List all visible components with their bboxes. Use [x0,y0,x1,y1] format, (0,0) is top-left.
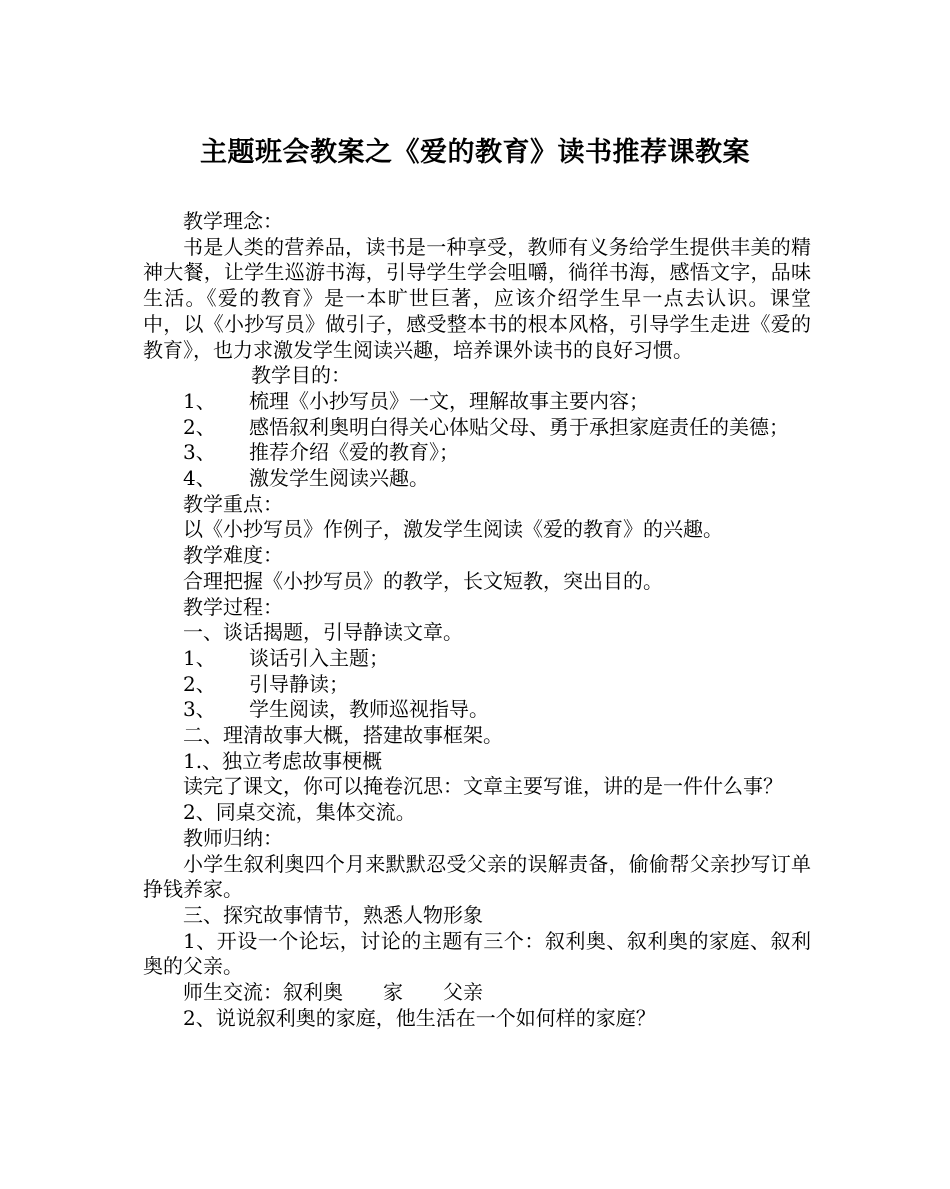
teacher-summary-paragraph: 小学生叙利奥四个月来默默忍受父亲的误解责备，偷偷帮父亲抄写订单挣钱养家。 [143,851,811,902]
concept-paragraph: 书是人类的营养品，读书是一种享受，教师有义务给学生提供丰美的精神大餐，让学生巡游书海，引导学生学会咀嚼，徜徉书海，感悟文字，品味生活。《爱的教育》是一本旷世巨著，应该介绍学生早一点去认识。课堂中，以《小抄写员》做引子，感受整本书的根本风格，引导学生走进《爱的教育》，也力求激发学生阅读兴趣，培养课外读书的良好习惯。 [143,234,811,362]
exchange-item: 家 [383,980,403,1005]
document-title: 主题班会教案之《爱的教育》读书推荐课教案 [200,137,750,168]
goal-item [143,440,811,466]
step1-number: 1、 [183,645,216,670]
teacher-summary-heading: 教师归纳： [183,825,283,850]
concept-heading: 教学理念： [183,209,283,233]
goal-text: 梳理《小抄写员》一文，理解故事主要内容； [249,388,649,413]
goal-number: 1、 [183,388,216,413]
exchange-item: 父亲 [443,980,483,1005]
difficulty-heading: 教学难度： [183,543,283,568]
step1-text: 谈话引入主题； [249,645,389,670]
step1-number: 2、 [183,671,216,696]
step2-sub1: 1.、独立考虑故事梗概 [183,748,383,773]
step1-item [143,697,811,723]
step1-item [143,672,811,698]
exchange-item: 叙利奥 [283,980,343,1005]
goal-number: 2、 [183,414,216,439]
key-paragraph: 以《小抄写员》作例子，激发学生阅读《爱的教育》的兴趣。 [183,517,723,542]
step3-sub2: 2、说说叙利奥的家庭，他生活在一个如何样的家庭？ [183,1005,656,1030]
goal-item [143,389,811,415]
step1-heading: 一、谈话揭题，引导静读文章。 [183,620,463,645]
goal-item [143,415,811,441]
goal-item [143,466,811,492]
key-heading: 教学重点： [183,491,283,516]
goal-text: 感悟叙利奥明白得关心体贴父母、勇于承担家庭责任的美德； [249,414,789,439]
step2-sub2: 2、同桌交流，集体交流。 [183,800,416,825]
goal-number: 3、 [183,440,216,465]
step2-heading: 二、理清故事大概，搭建故事框架。 [183,723,503,748]
exchange-label: 师生交流： [183,980,283,1005]
goals-heading: 教学目的： [251,363,351,388]
document-body [143,209,811,1032]
step3-heading: 三、探究故事情节，熟悉人物形象 [183,902,483,927]
step1-number: 3、 [183,697,216,722]
step1-text: 引导静读； [249,671,349,696]
step2-sub1-paragraph: 读完了课文，你可以掩卷沉思：文章主要写谁，讲的是一件什么事？ [183,774,783,799]
exchange-line [143,980,811,1006]
process-heading: 教学过程： [183,594,283,619]
step3-sub1: 1、开设一个论坛，讨论的主题有三个：叙利奥、叙利奥的家庭、叙利奥的父亲。 [143,928,811,979]
goal-text: 推荐介绍《爱的教育》； [249,440,459,465]
step1-item [143,646,811,672]
step1-text: 学生阅读，教师巡视指导。 [249,697,489,722]
goal-number: 4、 [183,466,216,491]
goal-text: 激发学生阅读兴趣。 [249,466,429,491]
difficulty-paragraph: 合理把握《小抄写员》的教学，长文短教，突出目的。 [183,568,663,593]
